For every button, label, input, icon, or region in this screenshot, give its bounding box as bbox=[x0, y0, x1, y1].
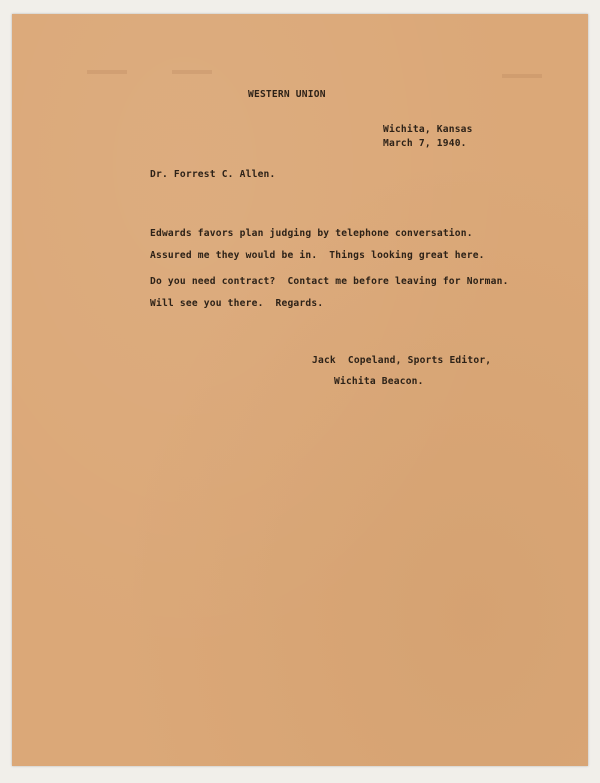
sender-location: Wichita, Kansas bbox=[383, 124, 473, 135]
bleed-through-mark bbox=[172, 70, 212, 74]
bleed-through-mark bbox=[502, 74, 542, 78]
letter-date: March 7, 1940. bbox=[383, 138, 467, 149]
bleed-through-mark bbox=[87, 70, 127, 74]
body-line: Do you need contract? Contact me before leaving for Norman. bbox=[150, 276, 509, 287]
letter-heading: WESTERN UNION bbox=[248, 89, 326, 100]
letter-page bbox=[12, 14, 588, 766]
signature-publication: Wichita Beacon. bbox=[334, 376, 424, 387]
addressee: Dr. Forrest C. Allen. bbox=[150, 169, 276, 180]
signature-name: Jack Copeland, Sports Editor, bbox=[312, 355, 492, 366]
body-line: Edwards favors plan judging by telephone conversation. bbox=[150, 228, 473, 239]
body-line: Will see you there. Regards. bbox=[150, 298, 324, 309]
body-line: Assured me they would be in. Things looking great here. bbox=[150, 250, 485, 261]
